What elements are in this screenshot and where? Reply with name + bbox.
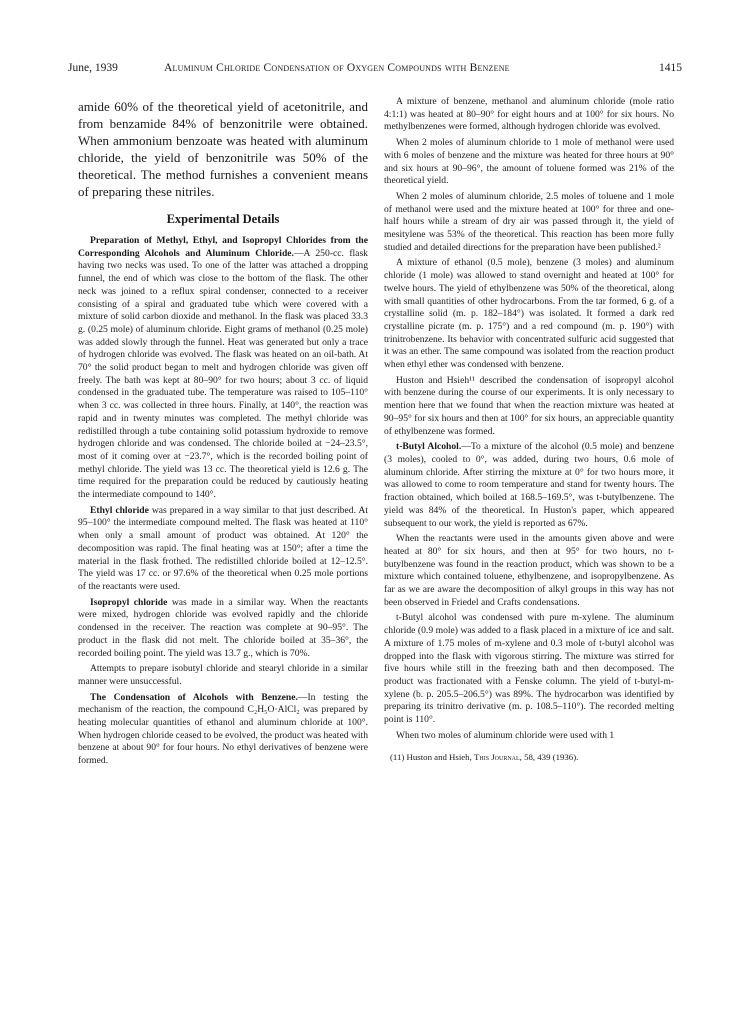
paragraph-text: —To a mixture of the alcohol (0.5 mole) and benzene (3 moles), cooled to 0°, was added, during two hours, 0.6 mole of aluminum chloride. After stirring the mixture at 0° for two hours more, it was allowed to come to room temperature and stand for twenty hours. The fraction obtained, which boiled at 168.5–169.5°, was t-butylbenzene. The yield was 84% of the theoretical. In Huston's paper, which appeared subsequent to our work, the yield is reported as 67%. bbox=[384, 441, 674, 529]
paragraph-decomposition: When the reactants were used in the amounts given above and were heated at 80° for six hours, and then at 95° for two hours, no t-butylbenzene was found in the reaction product, which was shown to be a mixture which contained toluene, ethylbenzene, and isopropylbenzene. As far as we are aware the decomposition of alkyl groups in this way has not been observed in Friedel and Crafts condensations. bbox=[384, 533, 674, 608]
issue-date: June, 1939 bbox=[68, 62, 118, 74]
paragraph-t-butyl-alcohol bbox=[384, 441, 674, 530]
paragraph-huston-hsieh: Huston and Hsieh¹¹ described the condensation of isopropyl alcohol with benzene during the course of our experiments. It is only necessary to mention here that we found that when the reaction mixture was heated at 90–95° for six hours and then at 100° for six hours, an appreciable quantity of ethylbenzene was formed. bbox=[384, 374, 674, 437]
paragraph-heading: Isopropyl chloride bbox=[90, 596, 168, 608]
footnote-number: (11) bbox=[390, 752, 405, 763]
paragraph-text: was prepared in a way similar to that just described. At 95–100° the intermediate compound melted. The flask was heated at 110° when only a small amount of product was obtained. At 120° the decomposition was rapid. The final heating was at 150°; after a time the material in the flask frothed. The redistilled chloride boiled at 12–12.5°. The yield was 17 cc. or 97.6% of the theoretical when 0.25 mole portions of the reactants were used. bbox=[78, 504, 368, 592]
paragraph-toluene: When 2 moles of aluminum chloride to 1 mole of methanol were used with 6 moles of benzene and the mixture was heated for three hours at 90° and six hours at 90–96°, the amount of toluene formed was 21% of the theoretical yield. bbox=[384, 137, 674, 187]
footnote-reference: 58, 439 (1936). bbox=[524, 752, 579, 763]
lead-paragraph: amide 60% of the theoretical yield of acetonitrile, and from benzamide 84% of benzonitrile were obtained. When ammonium benzoate was heated with aluminum chloride, the yield of benzonitrile was 50% of the theoretical. The method furnishes a convenient means of preparing these nitriles. bbox=[78, 99, 368, 199]
left-column bbox=[78, 98, 368, 771]
paragraph-two-moles: When two moles of aluminum chloride were used with 1 bbox=[396, 729, 615, 741]
paragraph-heading: t-Butyl Alcohol. bbox=[396, 441, 462, 453]
paragraph-ethylbenzene: A mixture of ethanol (0.5 mole), benzene (3 moles) and aluminum chloride (1 mole) was allowed to stand overnight and heated at 100° for twelve hours. The yield of ethylbenzene was 50% of the theoretical, along with small quantities of other hydrocarbons. From the tar formed, 6 g. of a crystalline solid (m. p. 182–184°) was isolated. It formed a dark red crystalline picrate (m. p. 175°) and a red compound (m. p. 190°) with trinitrobenzene. Its behavior with concentrated sulfuric acid suggested that it was an ether. The same compound was isolated from the reaction product when ethyl ether was condensed with benzene. bbox=[384, 257, 674, 371]
paragraph-isopropyl-chloride bbox=[78, 597, 368, 661]
running-header bbox=[68, 62, 682, 84]
paragraph-m-xylene: t-Butyl alcohol was condensed with pure m-xylene. The aluminum chloride (0.9 mole) was added to a flask placed in a mixture of ice and salt. A mixture of 1.75 moles of m-xylene and 0.3 mole of t-butyl alcohol was dropped into the flask with vigorous stirring. The mixture was stirred for five hours while still in the freezing bath and then decomposed. The product was fractionated with a Fenske column. The yield of t-butyl-m-xylene (b. p. 205.5–206.5°) was 89%. The hydrocarbon was identified by preparing its trinitro derivative (m. p. 108.5–110°). The recorded melting point is 110°. bbox=[384, 612, 674, 726]
paragraph-heading: The Condensation of Alcohols with Benzene. bbox=[90, 691, 298, 703]
page-number: 1415 bbox=[659, 62, 682, 74]
paragraph-condensation bbox=[78, 692, 368, 768]
paragraph-heading: Ethyl chloride bbox=[90, 504, 149, 516]
paragraph-chlorides bbox=[78, 235, 368, 502]
footnote bbox=[384, 752, 674, 763]
paragraph-methanol-mixture: A mixture of benzene, methanol and aluminum chloride (mole ratio 4:1:1) was heated at 80–90° for eight hours and at 100° for six hours. No methylbenzenes were formed, although hydrogen chloride was evolved. bbox=[384, 96, 674, 133]
paragraph-ethyl-chloride bbox=[78, 505, 368, 594]
paragraph-heading: Preparation of Methyl, Ethyl, and Isopropyl Chlorides from the Corresponding Alcohols and Aluminum Chloride. bbox=[78, 235, 368, 259]
paragraph-mesitylene: When 2 moles of aluminum chloride, 2.5 moles of toluene and 1 mole of methanol were used and the mixture heated at 100° for three and one-half hours while a stream of dry air was passed through it, the yield of mesitylene was 53% of the theoretical. This reaction has been more fully studied and detailed directions for the preparation have been published.² bbox=[384, 190, 674, 253]
paragraph-text: —A 250-cc. flask having two necks was used. To one of the latter was attached a dropping funnel, the end of which was close to the bottom of the flask. The other neck was joined to a reflux spiral condenser, connected to a receiver consisting of a spiral and graduated tube which were covered with a mixture of solid carbon dioxide and methanol. In the flask was placed 33.3 g. (0.25 mole) of aluminum chloride. Eight grams of methanol (0.25 mole) was added slowly through the funnel. Heat was generated but only a trace of hydrogen chloride was evolved. The flask was heated on an oil-bath. At 70° the solid product began to melt and hydrogen chloride was given off freely. The bath was kept at 80–90° for two hours; about 3 cc. of liquid condensed in the graduated tube. The temperature was raised to 105–110° when 3 cc. was collected in three hours. Finally, at 140°, the reaction was rapid and in twenty minutes was completed. The methyl chloride was redistilled through a tube containing solid potassium hydroxide to remove hydrogen chloride and was condensed. The chloride boiled at −24–23.5°, most of it coming over at −23.7°, which is the recorded boiling point of methyl chloride. The yield was 13 cc. The theoretical yield is 12.6 g. The time required for the preparation could be reduced by cautiously heating the intermediate compound to 140°. bbox=[78, 247, 368, 501]
paragraph-text: —In testing the mechanism of the reaction, the compound C₂H₅O·AlCl₂ was prepared by heating molecular quantities of ethanol and aluminum chloride at 100°. When hydrogen chloride ceased to be evolved, the product was heated with benzene at about 90° for four hours. No ethyl derivatives of benzene were formed. bbox=[78, 691, 369, 767]
right-column bbox=[384, 96, 674, 763]
paragraph-text: was made in a similar way. When the reactants were mixed, hydrogen chloride was evolved rapidly and the chloride condensed in the receiver. The reaction was complete at 90–95°. The product in the flask did not melt. The chloride boiled at 35–36°, the recorded boiling point. The yield was 13.7 g., which is 70%. bbox=[78, 596, 368, 659]
section-title: Experimental Details bbox=[166, 212, 280, 226]
running-title: Aluminum Chloride Condensation of Oxygen Compounds with Benzene bbox=[164, 62, 510, 74]
footnote-journal: This Journal, bbox=[474, 752, 522, 763]
footnote-authors: Huston and Hsieh, bbox=[406, 752, 472, 763]
paragraph-attempts: Attempts to prepare isobutyl chloride and stearyl chloride in a similar manner were unsuccessful. bbox=[78, 663, 368, 687]
